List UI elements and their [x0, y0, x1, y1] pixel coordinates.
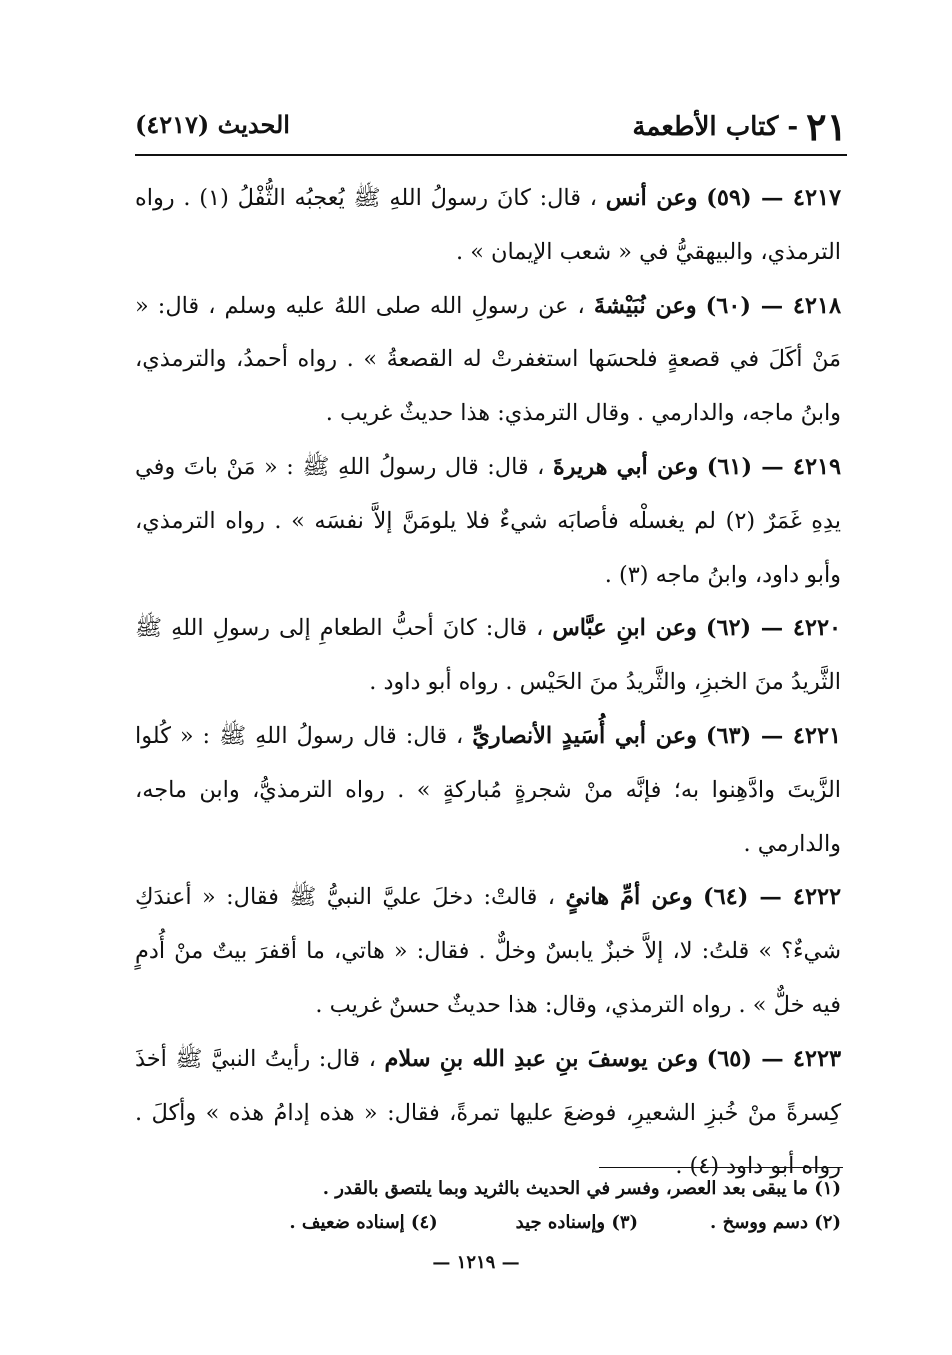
hadith-4218 [135, 280, 841, 441]
hadith-narrator: وعن أبي هريرةَ [552, 453, 699, 480]
footnote-3: (٣) وإسناده جيد [515, 1212, 639, 1233]
hadith-4217 [135, 172, 841, 280]
footnote-2: (٢) دسم ووسخ . [710, 1212, 841, 1233]
hadith-narrator: وعن أنس [605, 185, 698, 211]
hadith-text: ، قال: كانَ أحبُّ الطعامِ إلى رسولِ اللهِ ﷺ الثَّريدُ منَ الخبزِ، والثَّريدُ منَ الحَيْس . رواه أبو داود . [135, 615, 841, 696]
hadith-text: ، قال: قال رسولُ اللهِ ﷺ : « كُلوا الزَّيتَ وادَّهِنوا به؛ فإنَّه منْ شجرةٍ مُباركةٍ » . رواه الترمذيُّ، وابن ماجه، والدارمي . [135, 722, 841, 857]
hadith-text: ، قال: قال رسولُ اللهِ ﷺ : « مَنْ باتَ وفي يدِهِ غَمَرٌ (٢) لم يغسلْه فأصابَه شيءٌ فلا يلومَنَّ إلاَّ نفسَه » . رواه الترمذي، وأبو داود، وابنُ ماجه (٣) . [135, 453, 841, 588]
hadith-narrator: وعن أبي أُسَيدٍ الأنصاريِّ [472, 722, 697, 749]
chapter-number: ٢١ [806, 104, 847, 149]
hadith-number: ٤٢٢٢ — (٦٤) [703, 884, 842, 911]
hadith-text: ، عن رسولِ الله صلى اللهُ عليه وسلم ، قال: « مَنْ أكَلَ في قصعةٍ فلحسَها استغفرتْ له القصعةُ » . رواه أحمدُ، والترمذي، وابنُ ماجه، والدارمي . وقال الترمذي: هذا حديثٌ غريب . [135, 292, 841, 427]
hadith-number: ٤٢١٧ — (٥٩) [706, 185, 842, 211]
footnote-line [135, 1172, 841, 1206]
footnote-line [135, 1206, 841, 1240]
hadith-text-block [135, 172, 841, 1194]
hadith-text: ، قال: كانَ رسولُ اللهِ ﷺ يُعجبُه الثُّفْلُ (١) . رواه الترمذي، والبيهقيُّ في « شعب الإيمان » . [135, 185, 841, 265]
hadith-number: ٤٢٢١ — (٦٣) [705, 722, 842, 749]
chapter-title: - كتاب الأطعمة [632, 112, 799, 142]
hadith-text: ، قالتْ: دخلَ عليَّ النبيُّ ﷺ فقال: « أعندَكِ شيءٌ؟ » قلتُ: لا، إلاَّ خبزٌ يابسٌ وخلٌّ . فقال: « هاتي، ما أقفرَ بيتٌ منْ أُدمٍ فيه خلٌّ » . رواه الترمذي، وقال: هذا حديثٌ حسنٌ غريب . [135, 884, 841, 1018]
hadith-narrator: وعن نُبَيْشةَ [593, 292, 697, 319]
running-title: الحديث (٤٢١٧) [135, 110, 290, 139]
hadith-number: ٤٢٢٠ — (٦٢) [705, 615, 842, 642]
footnote-rule [599, 1167, 843, 1168]
page-header [135, 100, 847, 152]
page-number: — ١٢١٩ — [432, 1252, 520, 1273]
footnote-4: (٤) إسناده ضعيف . [289, 1212, 438, 1233]
hadith-4219 [135, 441, 841, 602]
hadith-4221 [135, 710, 841, 871]
hadith-narrator: وعن ابنِ عبَّاس [552, 615, 697, 642]
footnote-1: (١) ما يبقى بعد العصر، وفسر في الحديث بالثريد وبما يلتصق بالقدر . [322, 1178, 841, 1199]
chapter-heading [632, 104, 847, 149]
hadith-number: ٤٢١٩ — (٦١) [706, 453, 842, 480]
footnotes [135, 1172, 841, 1240]
hadith-text: ، قال: رأيتُ النبيَّ ﷺ أخذَ كِسرةً منْ خُبزِ الشعيرِ، فوضعَ عليها تمرةً، فقال: « هذه إدامُ هذه » وأكلَ . رواه أبو داود (٤) . [135, 1045, 841, 1180]
hadith-narrator: وعن أمِّ هانئٍ [565, 884, 693, 911]
hadith-4223 [135, 1033, 841, 1194]
hadith-number: ٤٢١٨ — (٦٠) [705, 292, 841, 319]
hadith-4222 [135, 871, 841, 1032]
hadith-4220 [135, 602, 841, 710]
header-rule [135, 154, 847, 156]
hadith-number: ٤٢٢٣ — (٦٥) [706, 1045, 842, 1072]
hadith-narrator: وعن يوسفَ بنِ عبدِ الله بنِ سلام [384, 1045, 699, 1072]
